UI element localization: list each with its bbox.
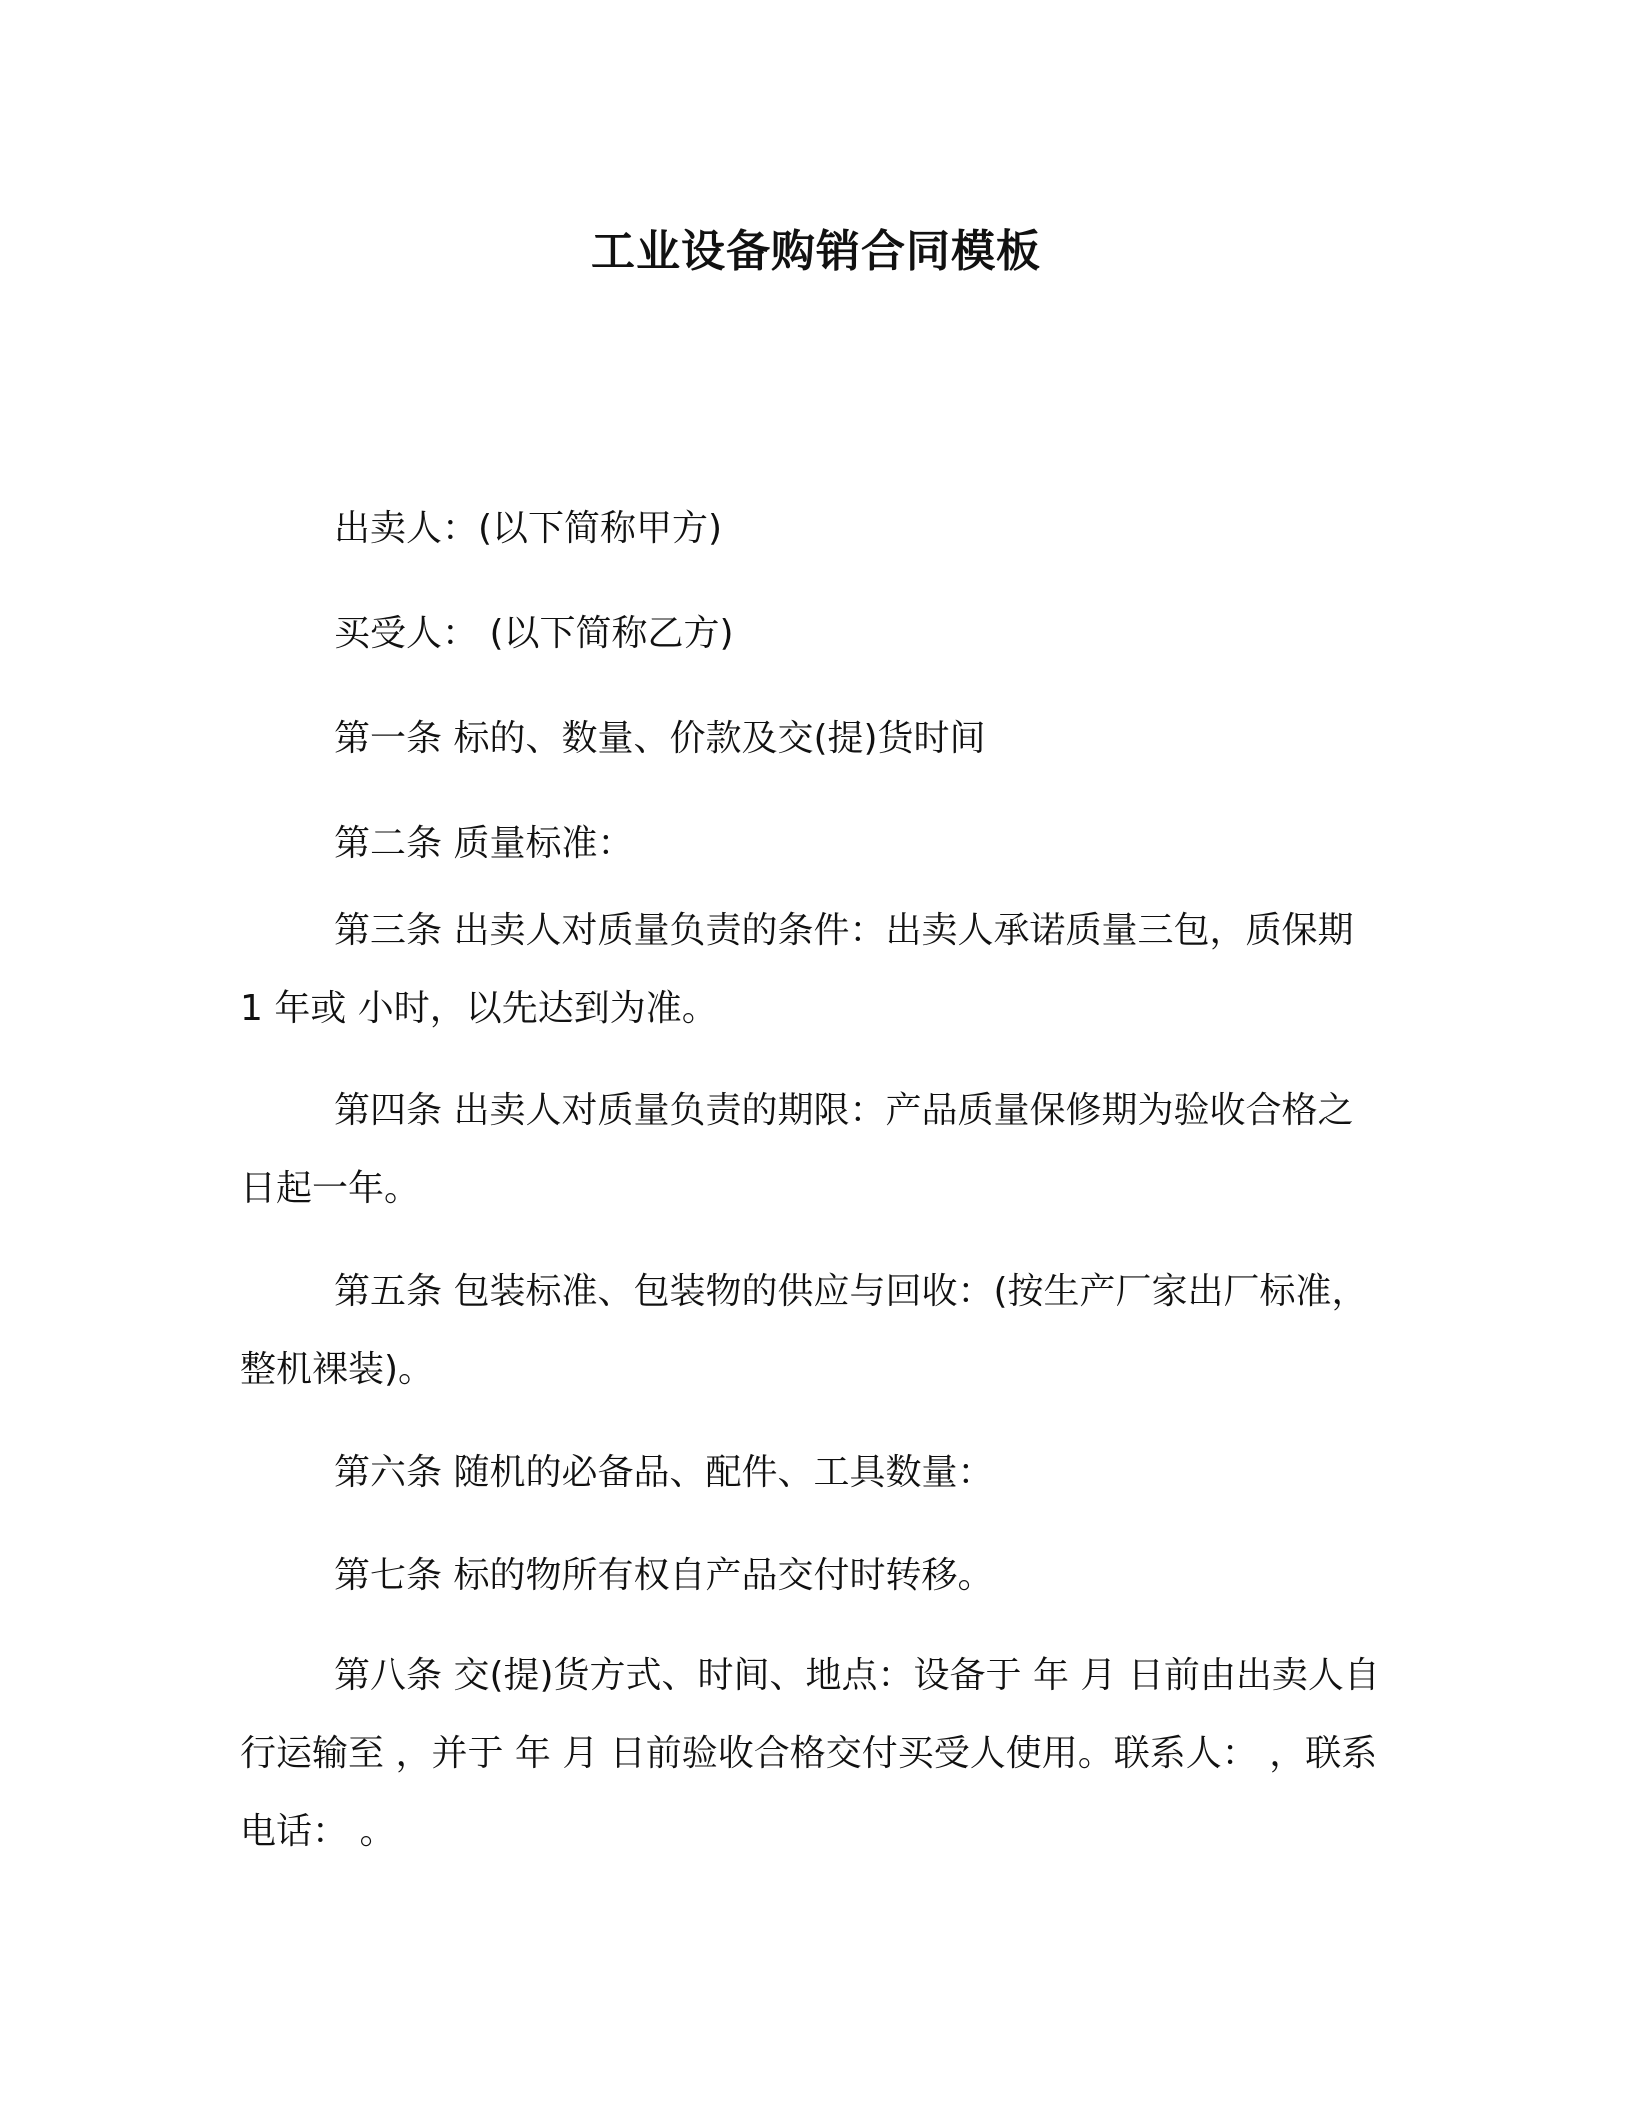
paragraph-article-5: 第五条 包装标准、包装物的供应与回收：(按生产厂家出厂标准，整机裸装)。 bbox=[240, 1271, 1368, 1390]
paragraph-article-7: 第七条 标的物所有权自产品交付时转移。 bbox=[334, 1555, 994, 1596]
paragraph-article-1: 第一条 标的、数量、价款及交(提)货时间 bbox=[334, 718, 986, 759]
paragraph-article-4: 第四条 出卖人对质量负责的期限：产品质量保修期为验收合格之日起一年。 bbox=[240, 1090, 1354, 1209]
paragraph-buyer: 买受人： (以下简称乙方) bbox=[334, 613, 734, 654]
paragraph-article-6: 第六条 随机的必备品、配件、工具数量： bbox=[334, 1452, 994, 1493]
paragraph-article-8: 第八条 交(提)货方式、时间、地点：设备于 年 月 日前由出卖人自行运输至 ，并于 年 月 日前验收合格交付买受人使用。联系人： ，联系电话： 。 bbox=[240, 1655, 1380, 1852]
document-title: 工业设备购销合同模板 bbox=[591, 226, 1041, 277]
paragraph-seller: 出卖人：(以下简称甲方) bbox=[334, 508, 723, 549]
paragraph-article-3: 第三条 出卖人对质量负责的条件：出卖人承诺质量三包，质保期 1 年或 小时，以先达到为准。 bbox=[240, 910, 1354, 1029]
paragraph-article-2: 第二条 质量标准： bbox=[334, 823, 634, 864]
